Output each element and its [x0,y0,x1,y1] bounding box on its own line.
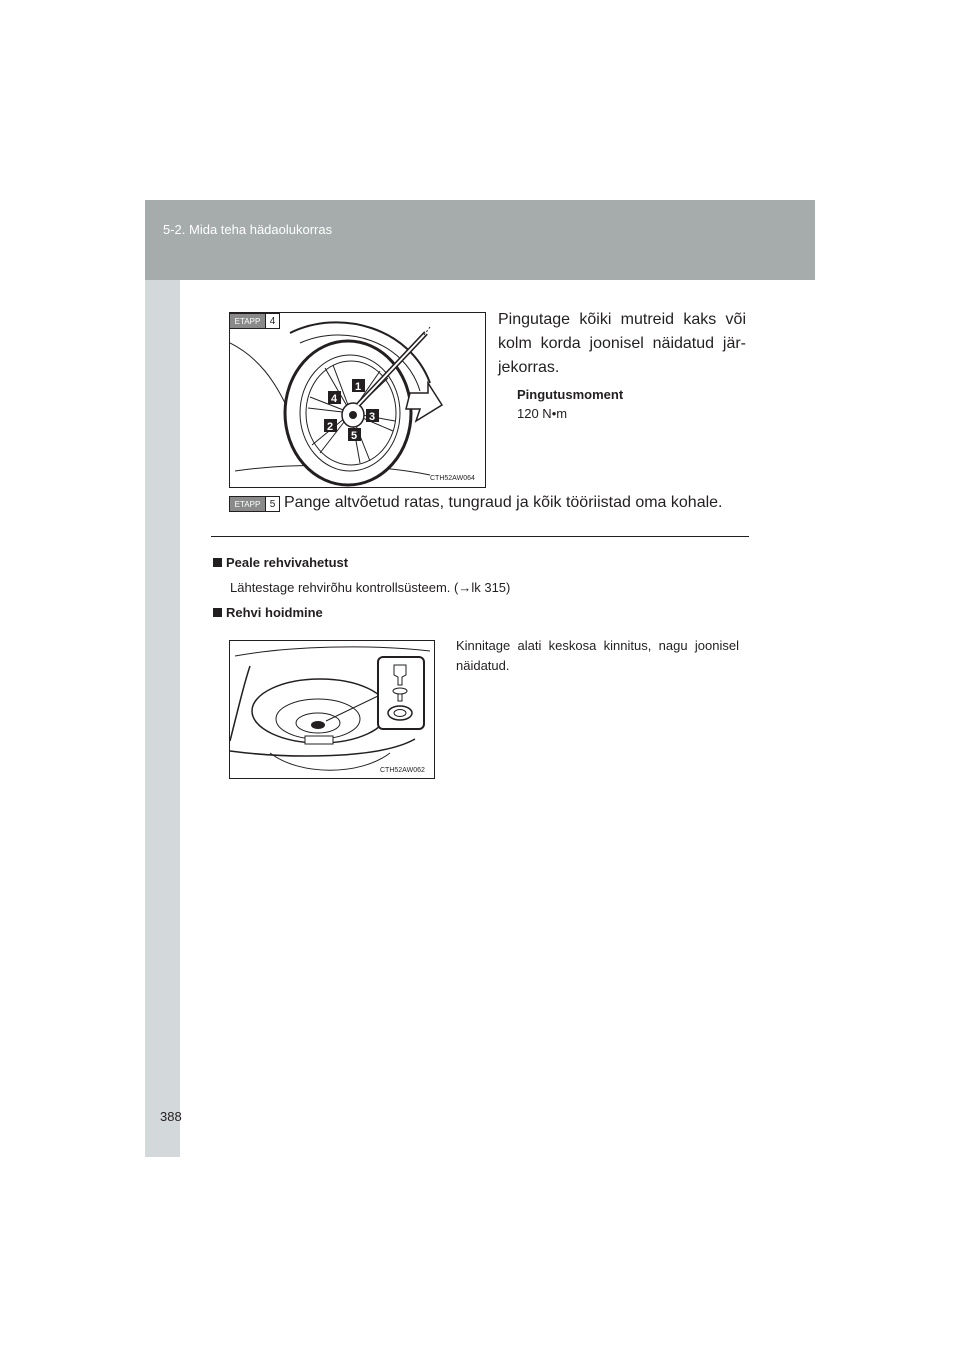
page-number: 388 [160,1109,182,1124]
square-bullet-icon [213,558,222,567]
square-bullet-icon [213,608,222,617]
section-heading [213,555,348,570]
callout-2: 2 [327,421,334,433]
callout-3: 3 [369,411,376,423]
section-divider [211,536,749,537]
step-5-instruction: Pange altvõetud ratas, tungraud ja kõik tööriistad oma kohale. [284,494,723,511]
wheel-tightening-figure [229,312,486,488]
step-5-badge [229,496,280,512]
wheel-illustration [230,313,485,487]
torque-value: 120 N•m [517,406,568,421]
figure-code: CTH52AW062 [380,767,425,774]
step-badge-label: ETAPP [230,497,265,511]
callout-1: 1 [355,381,362,393]
chapter-header [145,200,815,280]
step-badge-label: ETAPP [230,314,265,328]
section-title: Rehvi hoidmine [226,605,323,620]
section-title: Peale rehvivahetust [226,555,349,570]
section-body: Kinnitage alati keskosa kinnitus, nagu joonisel näidatud. [456,638,739,673]
callout-5: 5 [351,430,358,442]
chapter-title: 5-2. Mida teha hädaolukorras [163,222,333,237]
figure-code: CTH52AW064 [430,475,475,482]
section-heading [213,605,323,620]
step-4-badge [229,313,280,329]
trunk-illustration [230,641,434,778]
spare-tire-storage-figure [229,640,435,779]
section-body: Lähtestage rehvirõhu kontrollsüsteem. (→lk 315) [230,580,511,595]
step-badge-number: 4 [265,314,279,328]
step-badge-number: 5 [265,497,279,511]
torque-label: Pingutusmoment [517,387,624,402]
step-4-instruction: Pingutage kõiki mutreid kaks või kolm korda joonisel näidatud jär-jekorras. [498,311,746,376]
callout-4: 4 [331,393,338,405]
